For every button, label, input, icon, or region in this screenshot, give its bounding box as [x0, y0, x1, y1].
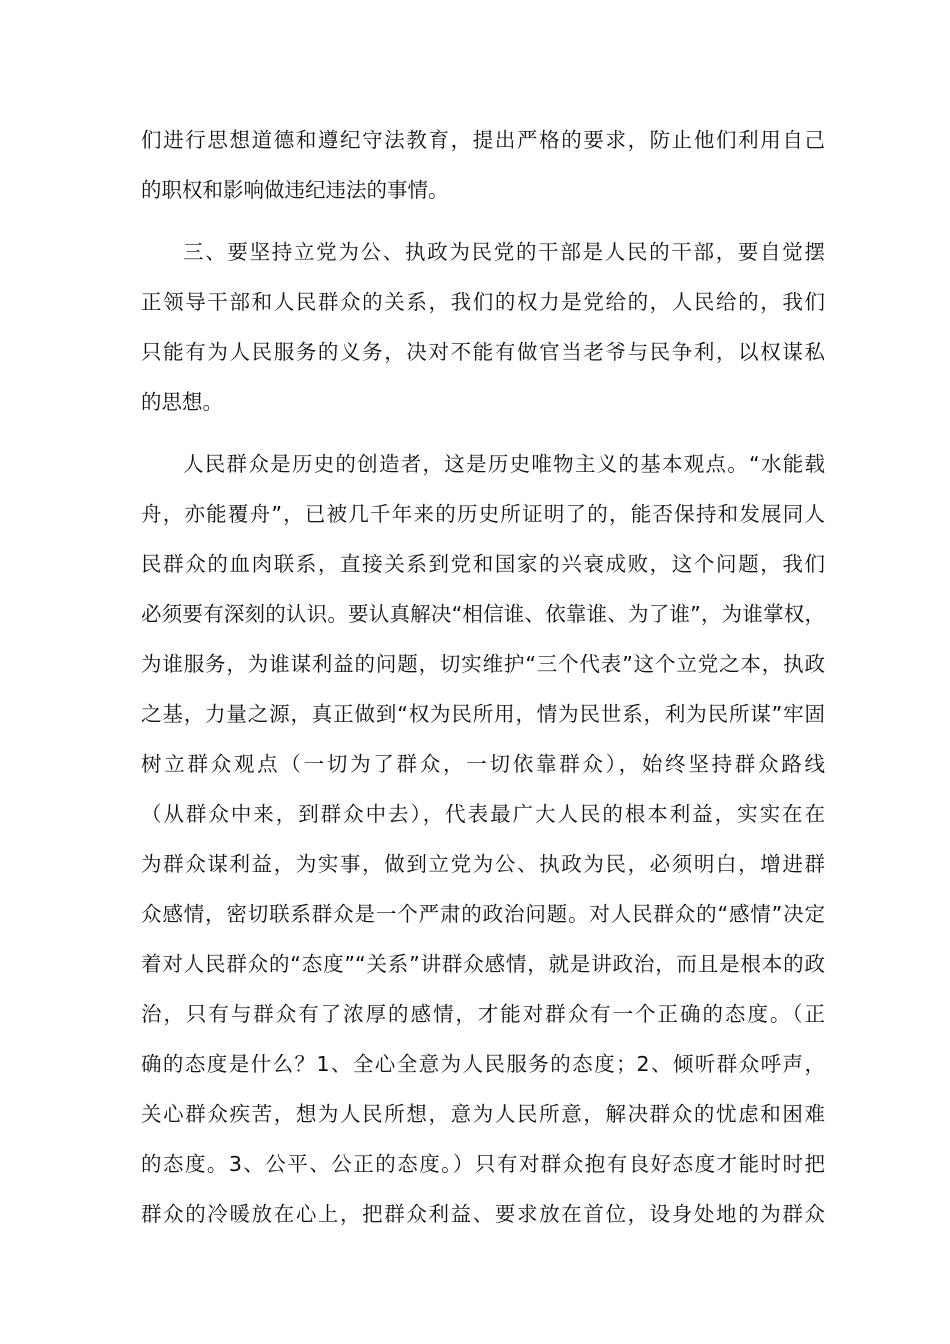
text-line: 的思想。 — [141, 390, 223, 414]
text-line: 只能有为人民服务的义务，决对不能有做官当老爷与民争利，以权谋私 — [141, 340, 825, 364]
text-line: 群众的冷暖放在心上，把群众利益、要求放在首位，设身处地的为群众 — [141, 1202, 825, 1226]
text-line: 舟，亦能覆舟”，已被几千年来的历史所证明了的，能否保持和发展同人 — [141, 502, 825, 526]
body-text — [141, 115, 825, 1239]
text-line: 确的态度是什么？1、全心全意为人民服务的态度；2、倾听群众呼声， — [141, 1052, 825, 1076]
text-line: 必须要有深刻的认识。要认真解决“相信谁、依靠谁、为了谁”，为谁掌权， — [141, 602, 825, 626]
text-line: 为群众谋利益，为实事，做到立党为公、执政为民，必须明白，增进群 — [141, 852, 825, 876]
text-line: 三、要坚持立党为公、执政为民党的干部是人民的干部，要自觉摆 — [183, 240, 825, 264]
text-line: 民群众的血肉联系，直接关系到党和国家的兴衰成败，这个问题，我们 — [141, 552, 825, 576]
text-line: 关心群众疾苦，想为人民所想，意为人民所意，解决群众的忧虑和困难 — [141, 1102, 825, 1126]
text-line: 人民群众是历史的创造者，这是历史唯物主义的基本观点。“水能载 — [183, 452, 825, 476]
text-line: 众感情，密切联系群众是一个严肃的政治问题。对人民群众的“感情”决定 — [141, 902, 825, 926]
text-line: 正领导干部和人民群众的关系，我们的权力是党给的，人民给的，我们 — [141, 290, 825, 314]
text-line: （从群众中来，到群众中去），代表最广大人民的根本利益，实实在在 — [141, 802, 825, 826]
text-line: 之基，力量之源，真正做到“权为民所用，情为民世系，利为民所谋”牢固 — [141, 702, 825, 726]
text-line: 为谁服务，为谁谋利益的问题，切实维护“三个代表”这个立党之本，执政 — [141, 652, 825, 676]
text-line: 着对人民群众的“态度”“关系”讲群众感情，就是讲政治，而且是根本的政 — [141, 952, 825, 976]
text-line: 树立群众观点（一切为了群众，一切依靠群众），始终坚持群众路线 — [141, 752, 825, 776]
text-line: 治，只有与群众有了浓厚的感情，才能对群众有一个正确的态度。（正 — [141, 1002, 825, 1026]
text-line: 们进行思想道德和遵纪守法教育，提出严格的要求，防止他们利用自己 — [141, 128, 825, 152]
text-line: 的态度。3、公平、公正的态度。）只有对群众抱有良好态度才能时时把 — [141, 1152, 825, 1176]
text-line: 的职权和影响做违纪违法的事情。 — [141, 178, 449, 202]
